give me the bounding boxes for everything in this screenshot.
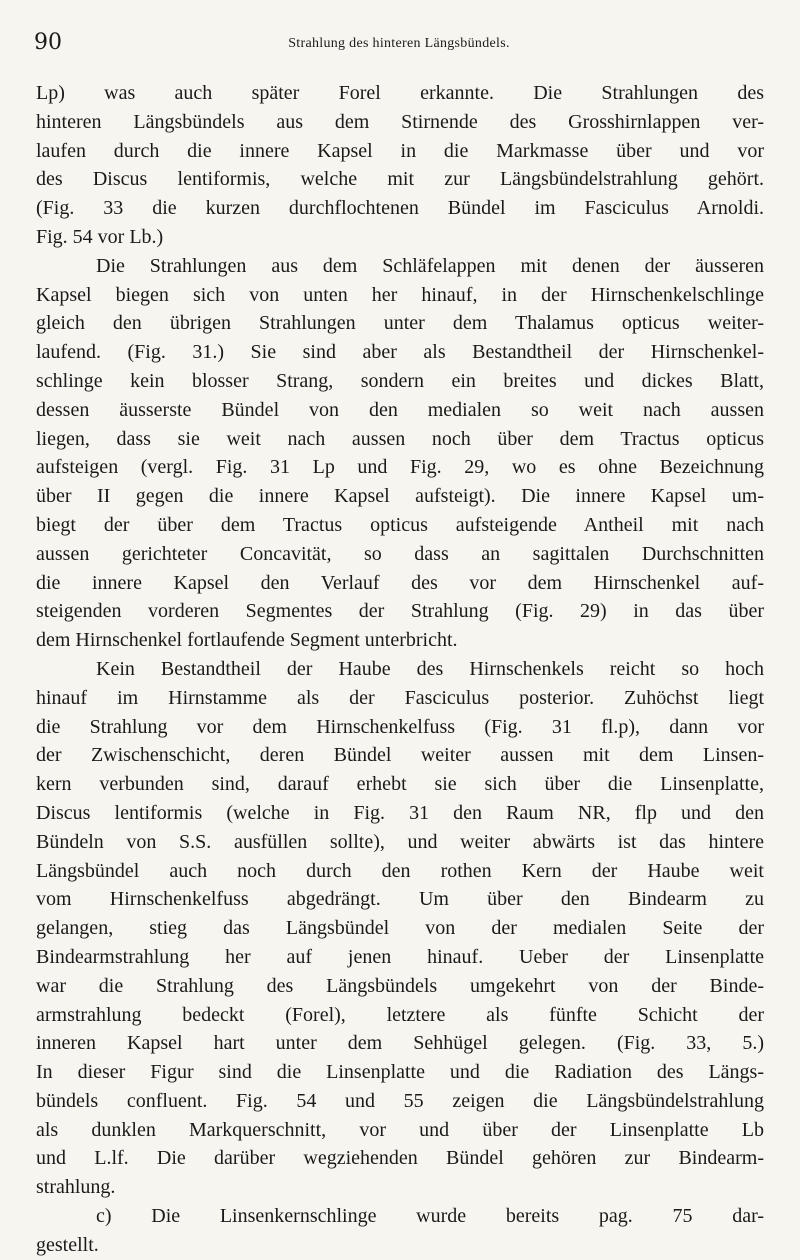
- text-line: Discus lentiformis (welche in Fig. 31 den Raum NR, flp und den: [36, 801, 764, 824]
- text-line: die Strahlung vor dem Hirnschenkelfuss (Fig. 31 fl.p), dann vor: [36, 715, 764, 738]
- page-header: [34, 28, 764, 62]
- text-line: Bindearmstrahlung her auf jenen hinauf. Ueber der Linsenplatte: [36, 945, 764, 968]
- text-line: gleich den übrigen Strahlungen unter dem Thalamus opticus weiter-: [36, 312, 764, 335]
- text-line: gelangen, stieg das Längsbündel von der medialen Seite der: [36, 917, 764, 940]
- text-line: armstrahlung bedeckt (Forel), letztere als fünfte Schicht der: [36, 1003, 764, 1026]
- text-line: aufsteigen (vergl. Fig. 31 Lp und Fig. 29, wo es ohne Bezeichnung: [36, 456, 764, 479]
- text-line: kern verbunden sind, darauf erhebt sie sich über die Linsenplatte,: [36, 773, 764, 796]
- text-line: aussen gerichteter Concavität, so dass an sagittalen Durchschnitten: [36, 542, 764, 565]
- text-line: Lp) was auch später Forel erkannte. Die Strahlungen des: [36, 82, 764, 104]
- text-line: Die Strahlungen aus dem Schläfelappen mit denen der äusseren: [96, 254, 764, 277]
- text-line: liegen, dass sie weit nach aussen noch über dem Tractus opticus: [36, 427, 764, 450]
- text-line: als dunklen Markquerschnitt, vor und über der Linsenplatte Lb: [36, 1118, 764, 1141]
- text-line: inneren Kapsel hart unter dem Sehhügel gelegen. (Fig. 33, 5.): [36, 1032, 764, 1055]
- text-line: biegt der über dem Tractus opticus aufsteigende Antheil mit nach: [36, 513, 764, 536]
- text-line: steigenden vorderen Segmentes der Strahlung (Fig. 29) in das über: [36, 600, 764, 623]
- text-line: schlinge kein blosser Strang, sondern ein breites und dickes Blatt,: [36, 369, 764, 392]
- text-line: die innere Kapsel den Verlauf des vor dem Hirnschenkel auf-: [36, 571, 764, 594]
- text-line: dessen äusserste Bündel von den medialen so weit nach aussen: [36, 398, 764, 421]
- text-line: über II gegen die innere Kapsel aufsteigt). Die innere Kapsel um-: [36, 485, 764, 508]
- text-line: dem Hirnschenkel fortlaufende Segment unterbricht.: [36, 629, 458, 652]
- text-line: c) Die Linsenkernschlinge wurde bereits pag. 75 dar-: [96, 1205, 764, 1228]
- text-line: laufend. (Fig. 31.) Sie sind aber als Bestandtheil der Hirnschenkel-: [36, 341, 764, 364]
- text-line: war die Strahlung des Längsbündels umgekehrt von der Binde-: [36, 974, 764, 997]
- text-line: In dieser Figur sind die Linsenplatte und die Radiation des Längs-: [36, 1061, 764, 1084]
- text-line: der Zwischenschicht, deren Bündel weiter aussen mit dem Linsen-: [36, 744, 764, 767]
- text-line: strahlung.: [36, 1176, 116, 1199]
- text-line: gestellt.: [36, 1233, 99, 1256]
- text-line: und L.lf. Die darüber wegziehenden Bündel gehören zur Bindearm-: [36, 1147, 764, 1170]
- text-line: vom Hirnschenkelfuss abgedrängt. Um über den Bindearm zu: [36, 888, 764, 911]
- text-line: laufen durch die innere Kapsel in die Markmasse über und vor: [36, 139, 764, 162]
- text-line: Kein Bestandtheil der Haube des Hirnschenkels reicht so hoch: [96, 657, 764, 680]
- text-line: Kapsel biegen sich von unten her hinauf, in der Hirnschenkelschlinge: [36, 283, 764, 306]
- text-line: Bündeln von S.S. ausfüllen sollte), und weiter abwärts ist das hintere: [36, 830, 764, 853]
- body-text: [36, 79, 764, 1260]
- text-line: (Fig. 33 die kurzen durchflochtenen Bündel im Fasciculus Arnoldi.: [36, 197, 764, 220]
- text-line: hinteren Längsbündels aus dem Stirnende des Grosshirnlappen ver-: [36, 110, 764, 133]
- running-title: Strahlung des hinteren Längsbündels.: [288, 36, 510, 51]
- text-line: des Discus lentiformis, welche mit zur Längsbündelstrahlung gehört.: [36, 168, 764, 191]
- text-line: bündels confluent. Fig. 54 und 55 zeigen die Längsbündelstrahlung: [36, 1089, 764, 1112]
- page-number: 90: [34, 30, 62, 55]
- text-line: Fig. 54 vor Lb.): [36, 225, 164, 248]
- text-line: Längsbündel auch noch durch den rothen Kern der Haube weit: [36, 859, 764, 882]
- text-line: hinauf im Hirnstamme als der Fasciculus posterior. Zuhöchst liegt: [36, 686, 764, 709]
